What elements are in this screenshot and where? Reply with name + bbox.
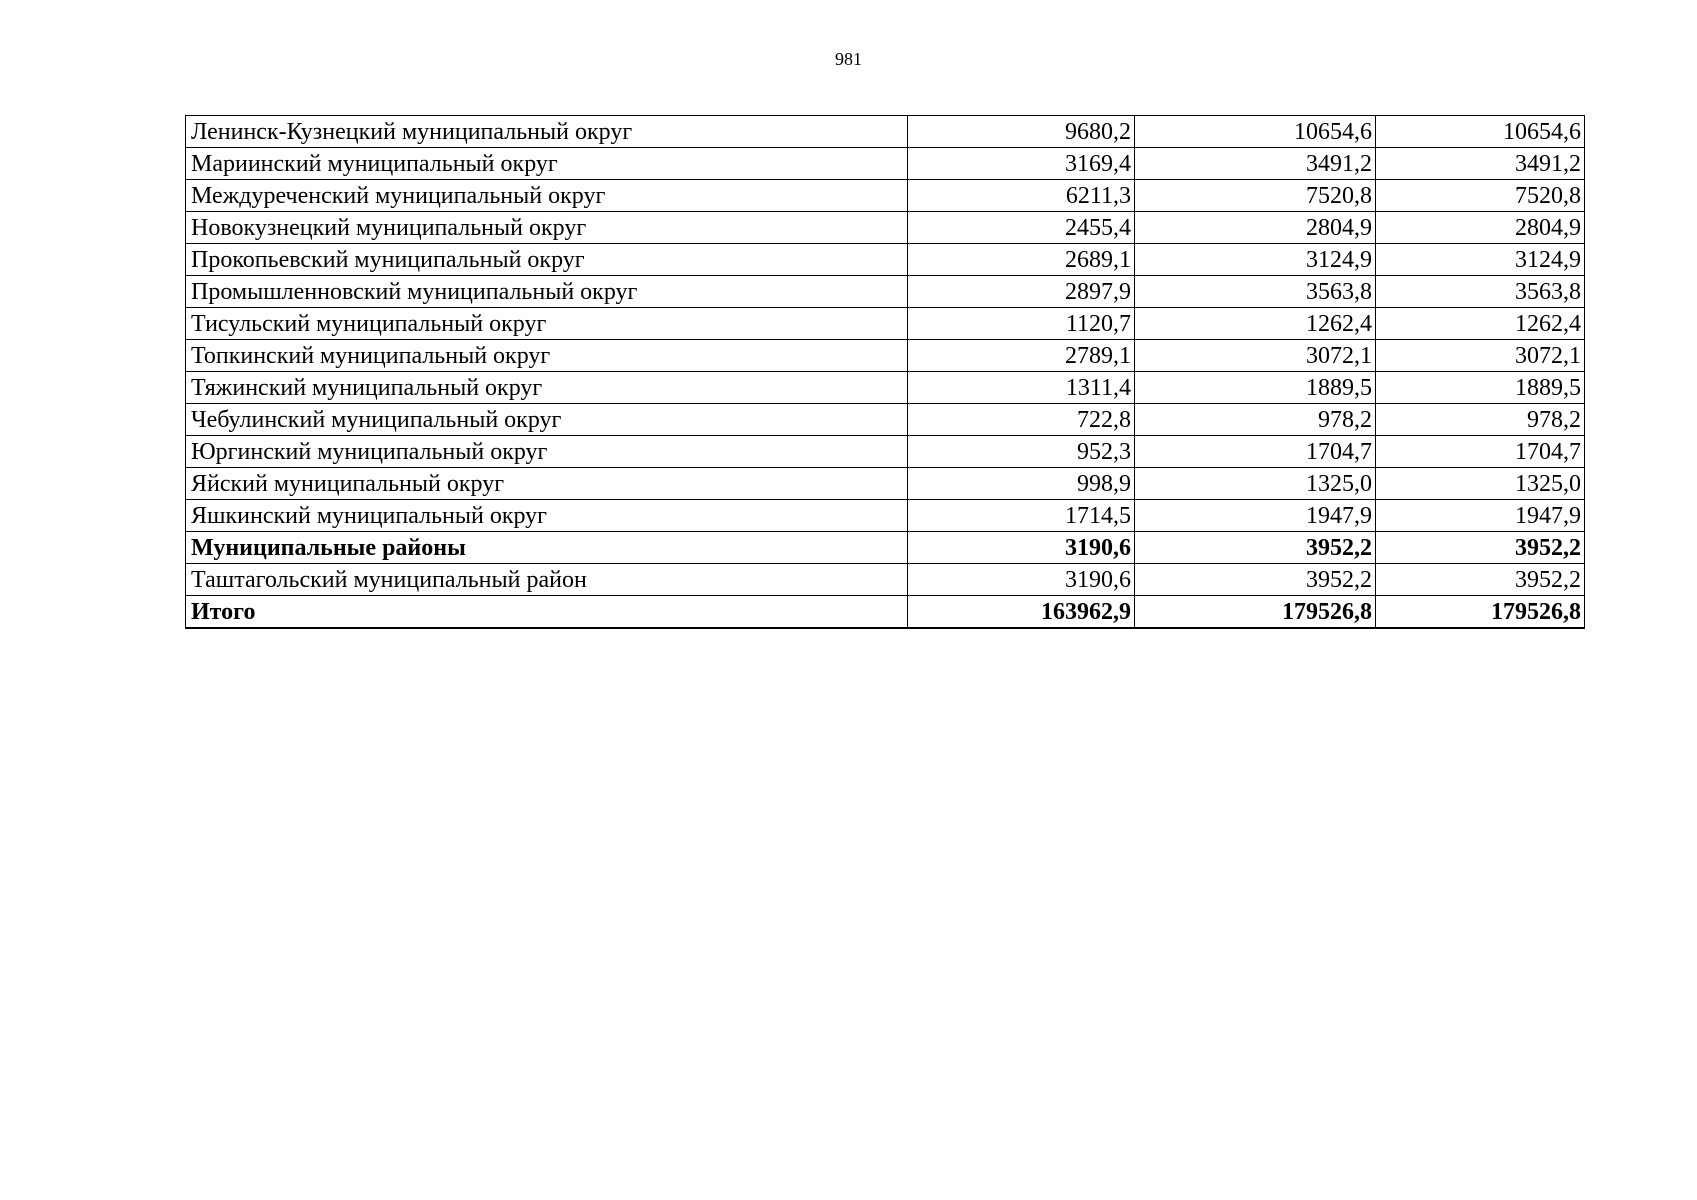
row-name: Юргинский муниципальный округ: [186, 436, 908, 468]
row-name: Итого: [186, 596, 908, 629]
row-name: Яйский муниципальный округ: [186, 468, 908, 500]
row-value-2: 3563,8: [1135, 276, 1376, 308]
row-value-1: 1120,7: [908, 308, 1135, 340]
row-value-1: 3190,6: [908, 564, 1135, 596]
row-value-1: 163962,9: [908, 596, 1135, 629]
table-row: [186, 308, 1585, 340]
row-value-2: 1704,7: [1135, 436, 1376, 468]
table-row: [186, 564, 1585, 596]
row-name: Промышленновский муниципальный округ: [186, 276, 908, 308]
row-value-3: 10654,6: [1376, 116, 1585, 148]
table-row: [186, 116, 1585, 148]
table-row: [186, 212, 1585, 244]
row-value-2: 1947,9: [1135, 500, 1376, 532]
table-row: [186, 244, 1585, 276]
row-value-1: 2897,9: [908, 276, 1135, 308]
row-value-1: 9680,2: [908, 116, 1135, 148]
row-value-1: 1311,4: [908, 372, 1135, 404]
row-value-3: 3952,2: [1376, 532, 1585, 564]
row-value-3: 1325,0: [1376, 468, 1585, 500]
row-value-2: 7520,8: [1135, 180, 1376, 212]
row-value-2: 1262,4: [1135, 308, 1376, 340]
row-value-3: 179526,8: [1376, 596, 1585, 629]
row-value-3: 3563,8: [1376, 276, 1585, 308]
row-value-3: 3952,2: [1376, 564, 1585, 596]
row-value-2: 3124,9: [1135, 244, 1376, 276]
table-row: [186, 404, 1585, 436]
row-value-3: 1262,4: [1376, 308, 1585, 340]
table-row: [186, 468, 1585, 500]
row-value-2: 10654,6: [1135, 116, 1376, 148]
row-value-2: 2804,9: [1135, 212, 1376, 244]
row-value-3: 978,2: [1376, 404, 1585, 436]
table-body: [186, 116, 1585, 629]
row-value-1: 6211,3: [908, 180, 1135, 212]
row-name: Чебулинский муниципальный округ: [186, 404, 908, 436]
row-value-1: 998,9: [908, 468, 1135, 500]
row-value-1: 2455,4: [908, 212, 1135, 244]
row-value-2: 3952,2: [1135, 532, 1376, 564]
row-name: Междуреченский муниципальный округ: [186, 180, 908, 212]
row-value-3: 1889,5: [1376, 372, 1585, 404]
row-name: Ленинск-Кузнецкий муниципальный округ: [186, 116, 908, 148]
table-row: [186, 436, 1585, 468]
row-value-1: 722,8: [908, 404, 1135, 436]
row-value-3: 3124,9: [1376, 244, 1585, 276]
row-value-1: 952,3: [908, 436, 1135, 468]
row-value-2: 1325,0: [1135, 468, 1376, 500]
row-value-3: 2804,9: [1376, 212, 1585, 244]
row-value-3: 3072,1: [1376, 340, 1585, 372]
row-value-2: 179526,8: [1135, 596, 1376, 629]
row-value-2: 3952,2: [1135, 564, 1376, 596]
row-value-2: 3491,2: [1135, 148, 1376, 180]
row-value-2: 1889,5: [1135, 372, 1376, 404]
row-value-1: 1714,5: [908, 500, 1135, 532]
budget-table: [185, 115, 1585, 629]
table-row-total: [186, 596, 1585, 629]
row-name: Яшкинский муниципальный округ: [186, 500, 908, 532]
table-row: [186, 340, 1585, 372]
row-value-3: 7520,8: [1376, 180, 1585, 212]
table-row: [186, 148, 1585, 180]
row-name: Топкинский муниципальный округ: [186, 340, 908, 372]
row-value-3: 1704,7: [1376, 436, 1585, 468]
table-row: [186, 372, 1585, 404]
row-value-3: 1947,9: [1376, 500, 1585, 532]
row-value-1: 2689,1: [908, 244, 1135, 276]
page-number: 981: [835, 49, 862, 69]
row-value-2: 978,2: [1135, 404, 1376, 436]
row-value-3: 3491,2: [1376, 148, 1585, 180]
table-row: [186, 276, 1585, 308]
row-name: Новокузнецкий муниципальный округ: [186, 212, 908, 244]
table-row: [186, 180, 1585, 212]
row-name: Таштагольский муниципальный район: [186, 564, 908, 596]
row-name: Тяжинский муниципальный округ: [186, 372, 908, 404]
table-row: [186, 500, 1585, 532]
row-value-1: 3190,6: [908, 532, 1135, 564]
row-value-2: 3072,1: [1135, 340, 1376, 372]
row-value-1: 2789,1: [908, 340, 1135, 372]
table-row-subtotal: [186, 532, 1585, 564]
row-name: Муниципальные районы: [186, 532, 908, 564]
row-name: Тисульский муниципальный округ: [186, 308, 908, 340]
row-value-1: 3169,4: [908, 148, 1135, 180]
row-name: Мариинский муниципальный округ: [186, 148, 908, 180]
row-name: Прокопьевский муниципальный округ: [186, 244, 908, 276]
